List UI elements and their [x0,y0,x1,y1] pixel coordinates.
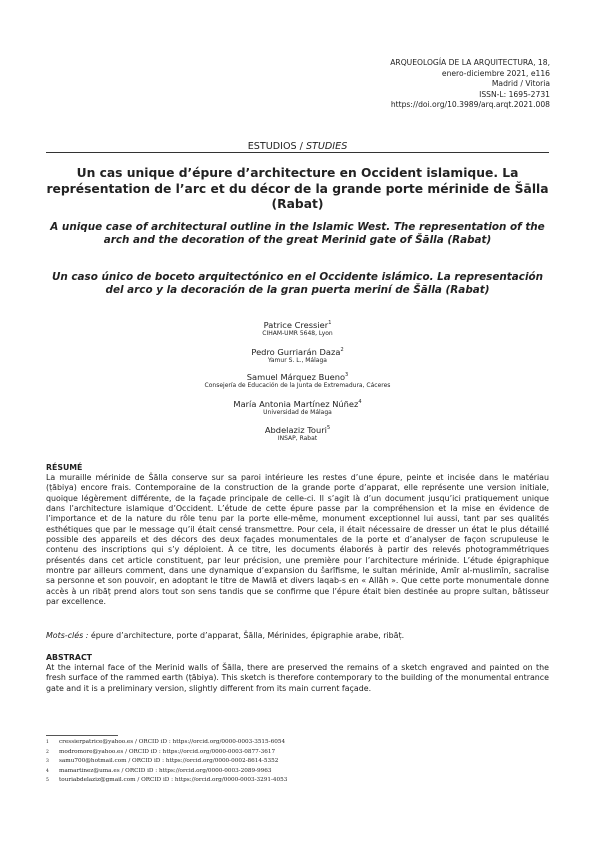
author-affiliation: INSAP, Rabat [277,434,318,442]
footnote-number: 1 [46,740,49,745]
author-name: Pedro Gurriarán Daza [251,346,341,357]
title-english: A unique case of architectural outline in the Islamic West. The representation of the arch and the decoration of the great Merinid gate of Šālla (Rabat) [50,221,545,246]
resume-text: La muraille mérinide de Šālla conserve sur sa paroi intérieure les restes d’une épure, peinte et incisée dans le matériau (ṭābiya) encore frais. Contemporaine de la construction de la grande porte d’apparat, elle représente une version initiale, quoique légèrement différente, de la façade principale de celle-ci. Il s’agit là d’un document jusqu’ici pratiquement unique dans l’architecture islamique d’Occident. L’étude de cette épure passe par la compréhension et la mise en évidence de l’importance et de la nature du rôle tenu par la porte elle-même, monument exceptionnel lui aussi, tant par ses qualités esthétiques que par le message qu’il était censé transmettre. Pour cela, il était nécessaire de dresser un état le plus détaillé possible des appareils et des décors des deux façades monumentales de la porte et d’analyser de façon scrupuleuse le contenu des inscriptions qui s’y déploient. À ce titre, les documents élaborés à partir des relevés photogrammétriques présentés dans cet article constituent, par leur précision, une première pour l’architecture mérinide. L’étude épigraphique montre par ailleurs comment, dans une dynamique d’expansion du šarīfisme, le sultan mérinide, Amīr al-muslimīn, sacralise sa personne et son pouvoir, en adoptant le titre de Mawlā et divers laqab-s en « Allāh ». Que cette porte monumentale donne accès à un ribāṭ prend alors tout son sens tandis que se confirme que l’épure était bien destinée au propre sultan, bâtisseur par excellence. [46,473,549,607]
journal-header [390,58,550,111]
author-block [0,345,595,365]
author-name: María Antonia Martínez Núñez [233,398,359,409]
keywords-text: épure d’architecture, porte d’apparat, Šālla, Mérinides, épigraphie arabe, ribāṭ. [88,631,405,640]
keywords-label: Mots-clés : [46,631,89,640]
journal-period: enero-diciembre 2021, e116 [441,68,550,78]
author-block [0,370,595,390]
footnote-text[interactable]: cressierpatrice@yahoo.es / ORCID iD : https://orcid.org/0000-0003-3515-6054 [59,739,286,745]
footnote-number: 3 [46,759,49,765]
journal-doi[interactable]: https://doi.org/10.3989/arq.arqt.2021.008 [390,100,550,110]
author-footnote-ref[interactable]: 5 [326,425,331,431]
journal-name: ARQUEOLOGÍA DE LA ARQUITECTURA, 18, [390,58,550,67]
footnote [46,776,287,786]
footnote [46,757,287,767]
author-affiliation: Consejería de Educación de la Junta de Extremadura, Cáceres [204,381,391,389]
footnote [46,738,287,748]
footnote-number: 4 [46,768,49,774]
author-block [0,397,595,417]
journal-issn: ISSN-L: 1695-2731 [479,89,550,99]
section-label [0,141,595,152]
section-rule [46,152,549,153]
keywords [46,631,549,641]
footnotes [46,738,287,786]
footnote-text[interactable]: modromore@yahoo.es / ORCID iD : https://orcid.org/0000-0003-0877-3617 [59,748,276,755]
footnote-number: 2 [46,749,49,755]
resume-heading: RÉSUMÉ [46,463,83,472]
author-block [0,423,595,443]
title-french: Un cas unique d’épure d’architecture en Occident islamique. La représentation de l’arc et du décor de la grande porte mérinide de Šālla (Rabat) [46,166,549,212]
author-name: Abdelaziz Touri [264,424,327,435]
author-footnote-ref[interactable]: 1 [328,320,332,326]
footnote-text[interactable]: mamartinez@uma.es / ORCID iD : https://orcid.org/0000-0003-2089-9963 [59,767,272,774]
journal-place: Madrid / Vitoria [491,79,550,89]
author-footnote-ref[interactable]: 3 [345,372,349,378]
footnote-text[interactable]: samu700@hotmail.com / ORCID iD : https://orcid.org/0000-0002-8614-5352 [59,758,279,765]
author-footnote-ref[interactable]: 4 [358,399,362,405]
author-affiliation: Universidad de Málaga [263,408,332,416]
footnote-rule [46,735,118,736]
section-label-es: ESTUDIOS / [247,141,306,152]
title-spanish: Un caso único de boceto arquitectónico en el Occidente islámico. La representación del arco y la decoración de la gran puerta meriní de Šālla (Rabat) [51,271,544,296]
footnote [46,748,287,758]
footnote [46,767,287,777]
author-affiliation: Yamur S. L., Málaga [268,356,327,364]
footnote-text[interactable]: touriabdelaziz@gmail.com / ORCID iD : https://orcid.org/0000-0003-3291-4053 [59,777,288,784]
author-name: Patrice Cressier [263,319,329,330]
author-affiliation: CIHAM-UMR 5648, Lyon [262,329,333,337]
author-footnote-ref[interactable]: 2 [340,347,344,353]
author-name: Samuel Márquez Bueno [246,371,346,382]
author-block [0,318,595,338]
section-label-en: STUDIES [305,141,348,152]
abstract-heading: ABSTRACT [46,653,92,662]
abstract-text: At the internal face of the Merinid walls of Šālla, there are preserved the remains of a sketch engraved and painted on the fresh surface of the rammed earth (ṭābiya). This sketch is therefore contemporary to the building of the monumental entrance gate and it is a preliminary version, slightly different from its main current façade. [46,663,549,693]
footnote-number: 5 [46,778,49,784]
